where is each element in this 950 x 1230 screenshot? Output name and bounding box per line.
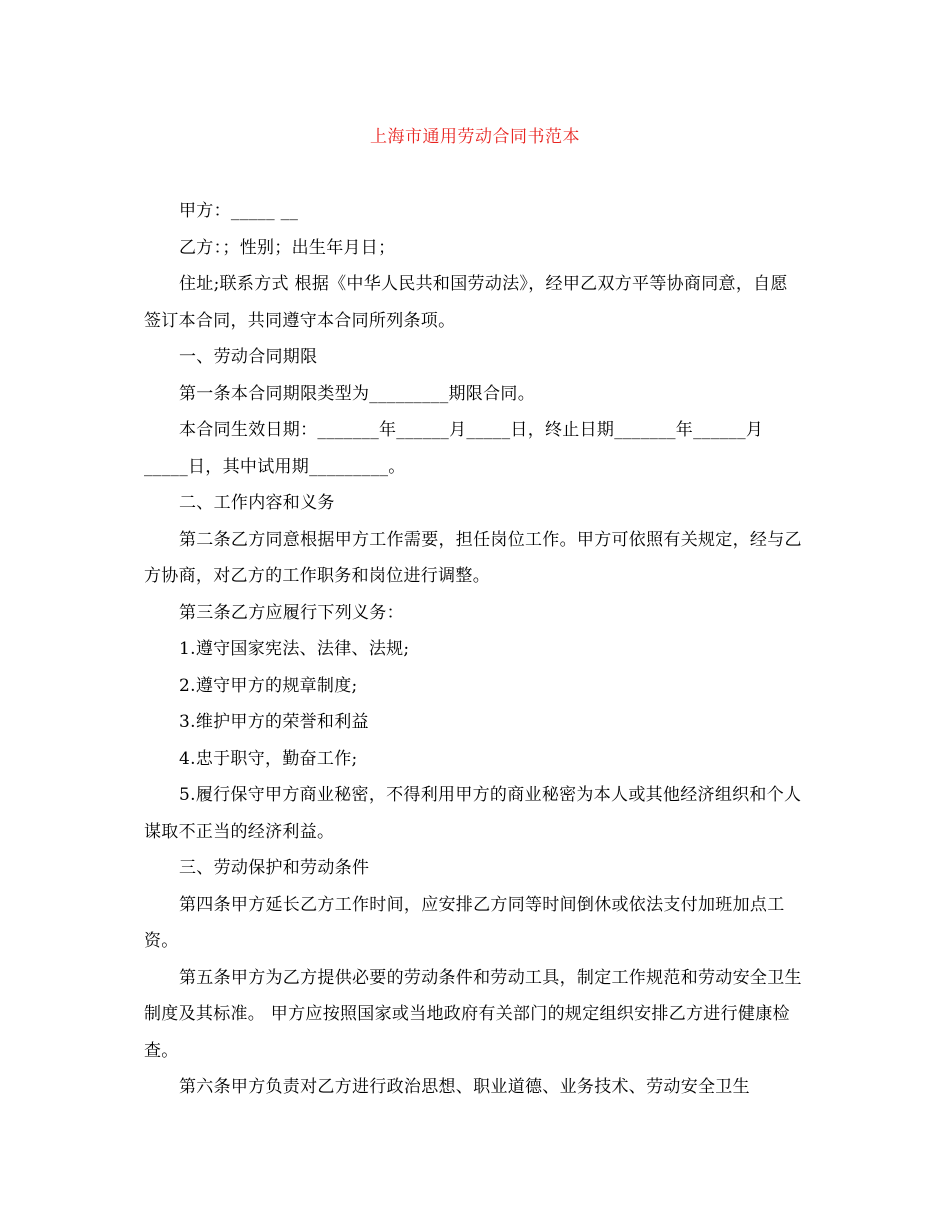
article-1: 第一条本合同期限类型为_________期限合同。	[179, 383, 535, 404]
document-title: 上海市通用劳动合同书范本	[370, 127, 580, 147]
address-intro-paragraph: 住址;联系方式 根据《中华人民共和国劳动法》，经甲乙双方平等协商同意，自愿签订本合同，共同遵守本合同所列条项。	[144, 274, 788, 331]
party-b-line: 乙方：；性别；出生年月日；	[179, 237, 396, 258]
effective-date-paragraph: 本合同生效日期：_______年______月_____日，终止日期_______年______月_____日，其中试用期_________。	[144, 420, 764, 477]
article-3: 第三条乙方应履行下列义务：	[179, 602, 404, 623]
duty-item-5: 5.履行保守甲方商业秘密，不得利用甲方的商业秘密为本人或其他经济组织和个人谋取不正当的经济利益。	[144, 785, 802, 842]
duty-item-2: 2.遵守甲方的规章制度;	[179, 675, 358, 696]
article-5: 第五条甲方为乙方提供必要的劳动条件和劳动工具，制定工作规范和劳动安全卫生制度及其标准。 甲方应按照国家或当地政府有关部门的规定组织安排乙方进行健康检查。	[144, 967, 802, 1061]
article-4: 第四条甲方延长乙方工作时间，应安排乙方同等时间倒休或依法支付加班加点工资。	[144, 894, 785, 951]
section-heading-duties: 二、工作内容和义务	[179, 493, 335, 513]
section-heading-contract-term: 一、劳动合同期限	[179, 347, 318, 367]
article-2: 第二条乙方同意根据甲方工作需要，担任岗位工作。甲方可依照有关规定，经与乙方协商，对乙方的工作职务和岗位进行调整。	[144, 529, 802, 586]
duty-item-1: 1.遵守国家宪法、法律、法规;	[179, 639, 410, 659]
article-6: 第六条甲方负责对乙方进行政治思想、职业道德、业务技术、劳动安全卫生	[179, 1077, 750, 1097]
duty-item-3: 3.维护甲方的荣誉和利益	[179, 712, 369, 732]
section-heading-labor-protection: 三、劳动保护和劳动条件	[179, 858, 370, 878]
document-body	[144, 193, 804, 1106]
party-a-line: 甲方：_____ __	[179, 201, 299, 221]
duty-item-4: 4.忠于职守，勤奋工作;	[179, 748, 358, 769]
